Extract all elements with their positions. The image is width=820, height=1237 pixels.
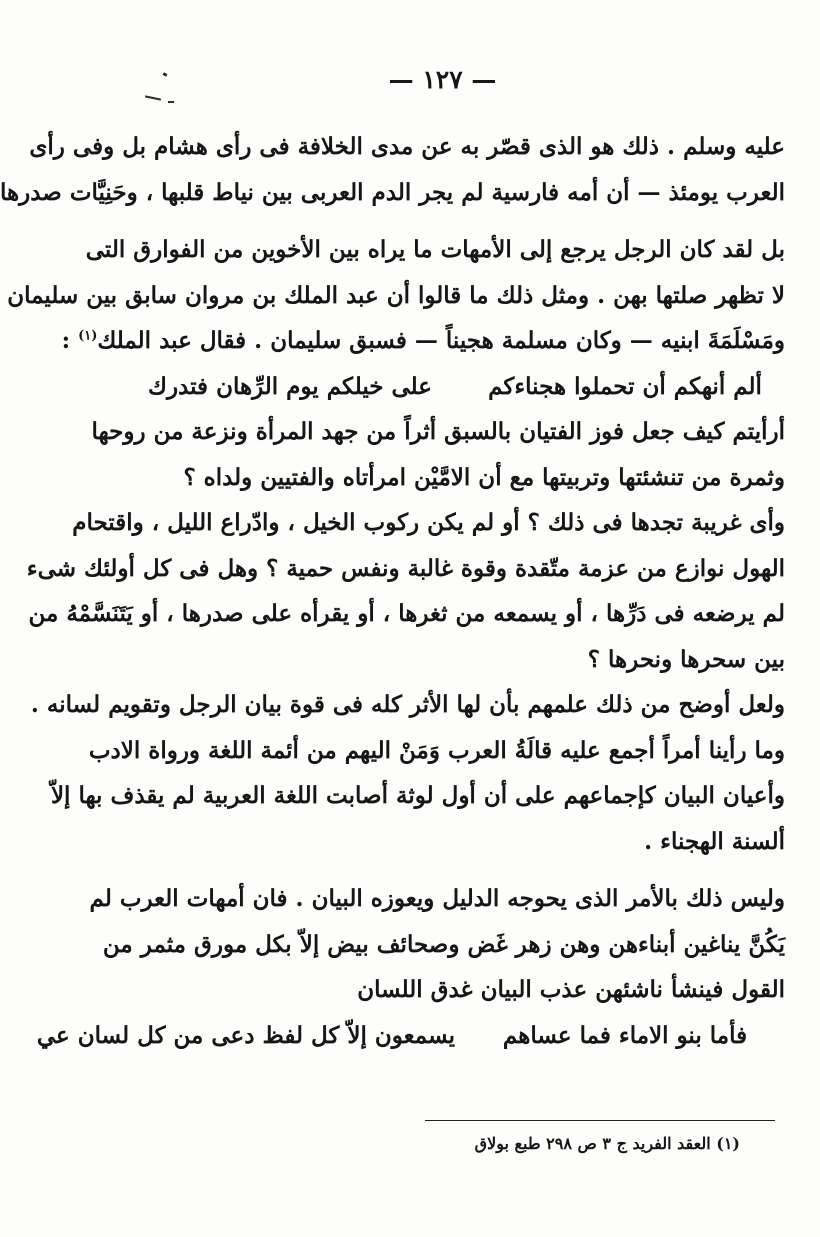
text-line: الهول نوازع من عزمة متّقدة وقوة غالبة ونفس حمية ؟ وهل فى كل أولئك شىء — [26, 554, 785, 582]
text-line: لم يرضعه فى دَرِّها ، أو يسمعه من ثغرها ، أو يقرأه على صدرها ، أو يَتَنَسَّمْهُ من — [28, 600, 785, 627]
text-line: وثمرة من تنشئتها وتربيتها مع أن الامَّيْن امرأتاه والفتيين ولداه ؟ — [183, 463, 785, 491]
text-line: العرب يومئذ — أن أمه فارسية لم يجر الدم العربى بين نياط قلبها ، وحَنِيَّات صدرها — [0, 178, 785, 206]
text-line: بين سحرها ونحرها ؟ — [587, 645, 785, 673]
verse-first-hemistich: فأما بنو الاماء فما عساهم — [502, 1021, 748, 1049]
text-line: ولعل أوضح من ذلك علمهم بأن لها الأثر كله فى قوة بيان الرجل وتقويم لسانه . — [30, 691, 785, 718]
text-line: وما رأينا أمراً أجمع عليه قالَةُ العرب وَمَنْ اليهم من أئمة اللغة ورواة الادب — [88, 736, 785, 764]
verse-second-hemistich: يسمعون إلاّ كل لفظ دعى من كل لسان عي — [36, 1021, 455, 1049]
text-line: القول فينشأ ناشئهن عذب البيان غدق اللسان — [357, 976, 785, 1003]
verse-second-hemistich: على خيلكم يوم الرِّهان فتدرك — [147, 372, 433, 400]
footnote: (١) العقد الفريد ج ٣ ص ٢٩٨ طبع بولاق — [474, 1134, 740, 1153]
footnote-marker: (١) — [78, 328, 98, 344]
text-line: وأعيان البيان كإجماعهم على أن أول لوثة أصابت اللغة العربية لم يقذف بها إلاّ — [50, 782, 785, 809]
text-line: لا تظهر صلتها بهن . ومثل ذلك ما قالوا أن عبد الملك بن مروان سابق بين سليمان — [7, 281, 785, 309]
text-line: بل لقد كان الرجل يرجع إلى الأمهات ما يراه بين الأخوين من الفوارق التى — [85, 236, 785, 263]
text-line: وليس ذلك بالأمر الذى يحوجه الدليل ويعوزه البيان . فان أمهات العرب لم — [89, 885, 785, 912]
footnote-divider — [425, 1120, 775, 1121]
text-line-with-footnote-ref: ومَسْلَمَةَ ابنيه — وكان مسلمة هجيناً — فسبق سليمان . فقال عبد الملك$^{(١)}$ : — [61, 327, 785, 354]
text-line: يَكُنَّ يناغين أبناءهن وهن زهر غَض وصحائف بيض إلاّ بكل مورق مثمر من — [102, 930, 785, 958]
page-number: — ١٢٧ — — [388, 65, 497, 94]
body-text — [0, 124, 785, 1074]
verse-first-hemistich: ألم أنهكم أن تحملوا هجناءكم — [488, 372, 762, 400]
ink-speck — [168, 101, 174, 103]
text-line: أرأيتم كيف جعل فوز الفتيان بالسبق أثراً من جهد المرأة ونزعة من روحها — [91, 418, 785, 445]
text-line: ألسنة الهجناء . — [644, 827, 785, 855]
text-line: عليه وسلم . ذلك هو الذى قصّر به عن مدى الخلافة فى رأى هشام بل وفى رأى — [29, 133, 785, 160]
poetry-verse — [109, 364, 785, 410]
poetry-verse — [36, 1013, 785, 1059]
text-line: وأى غريبة تجدها فى ذلك ؟ أو لم يكن ركوب الخيل ، وادّراع الليل ، واقتحام — [72, 509, 785, 536]
